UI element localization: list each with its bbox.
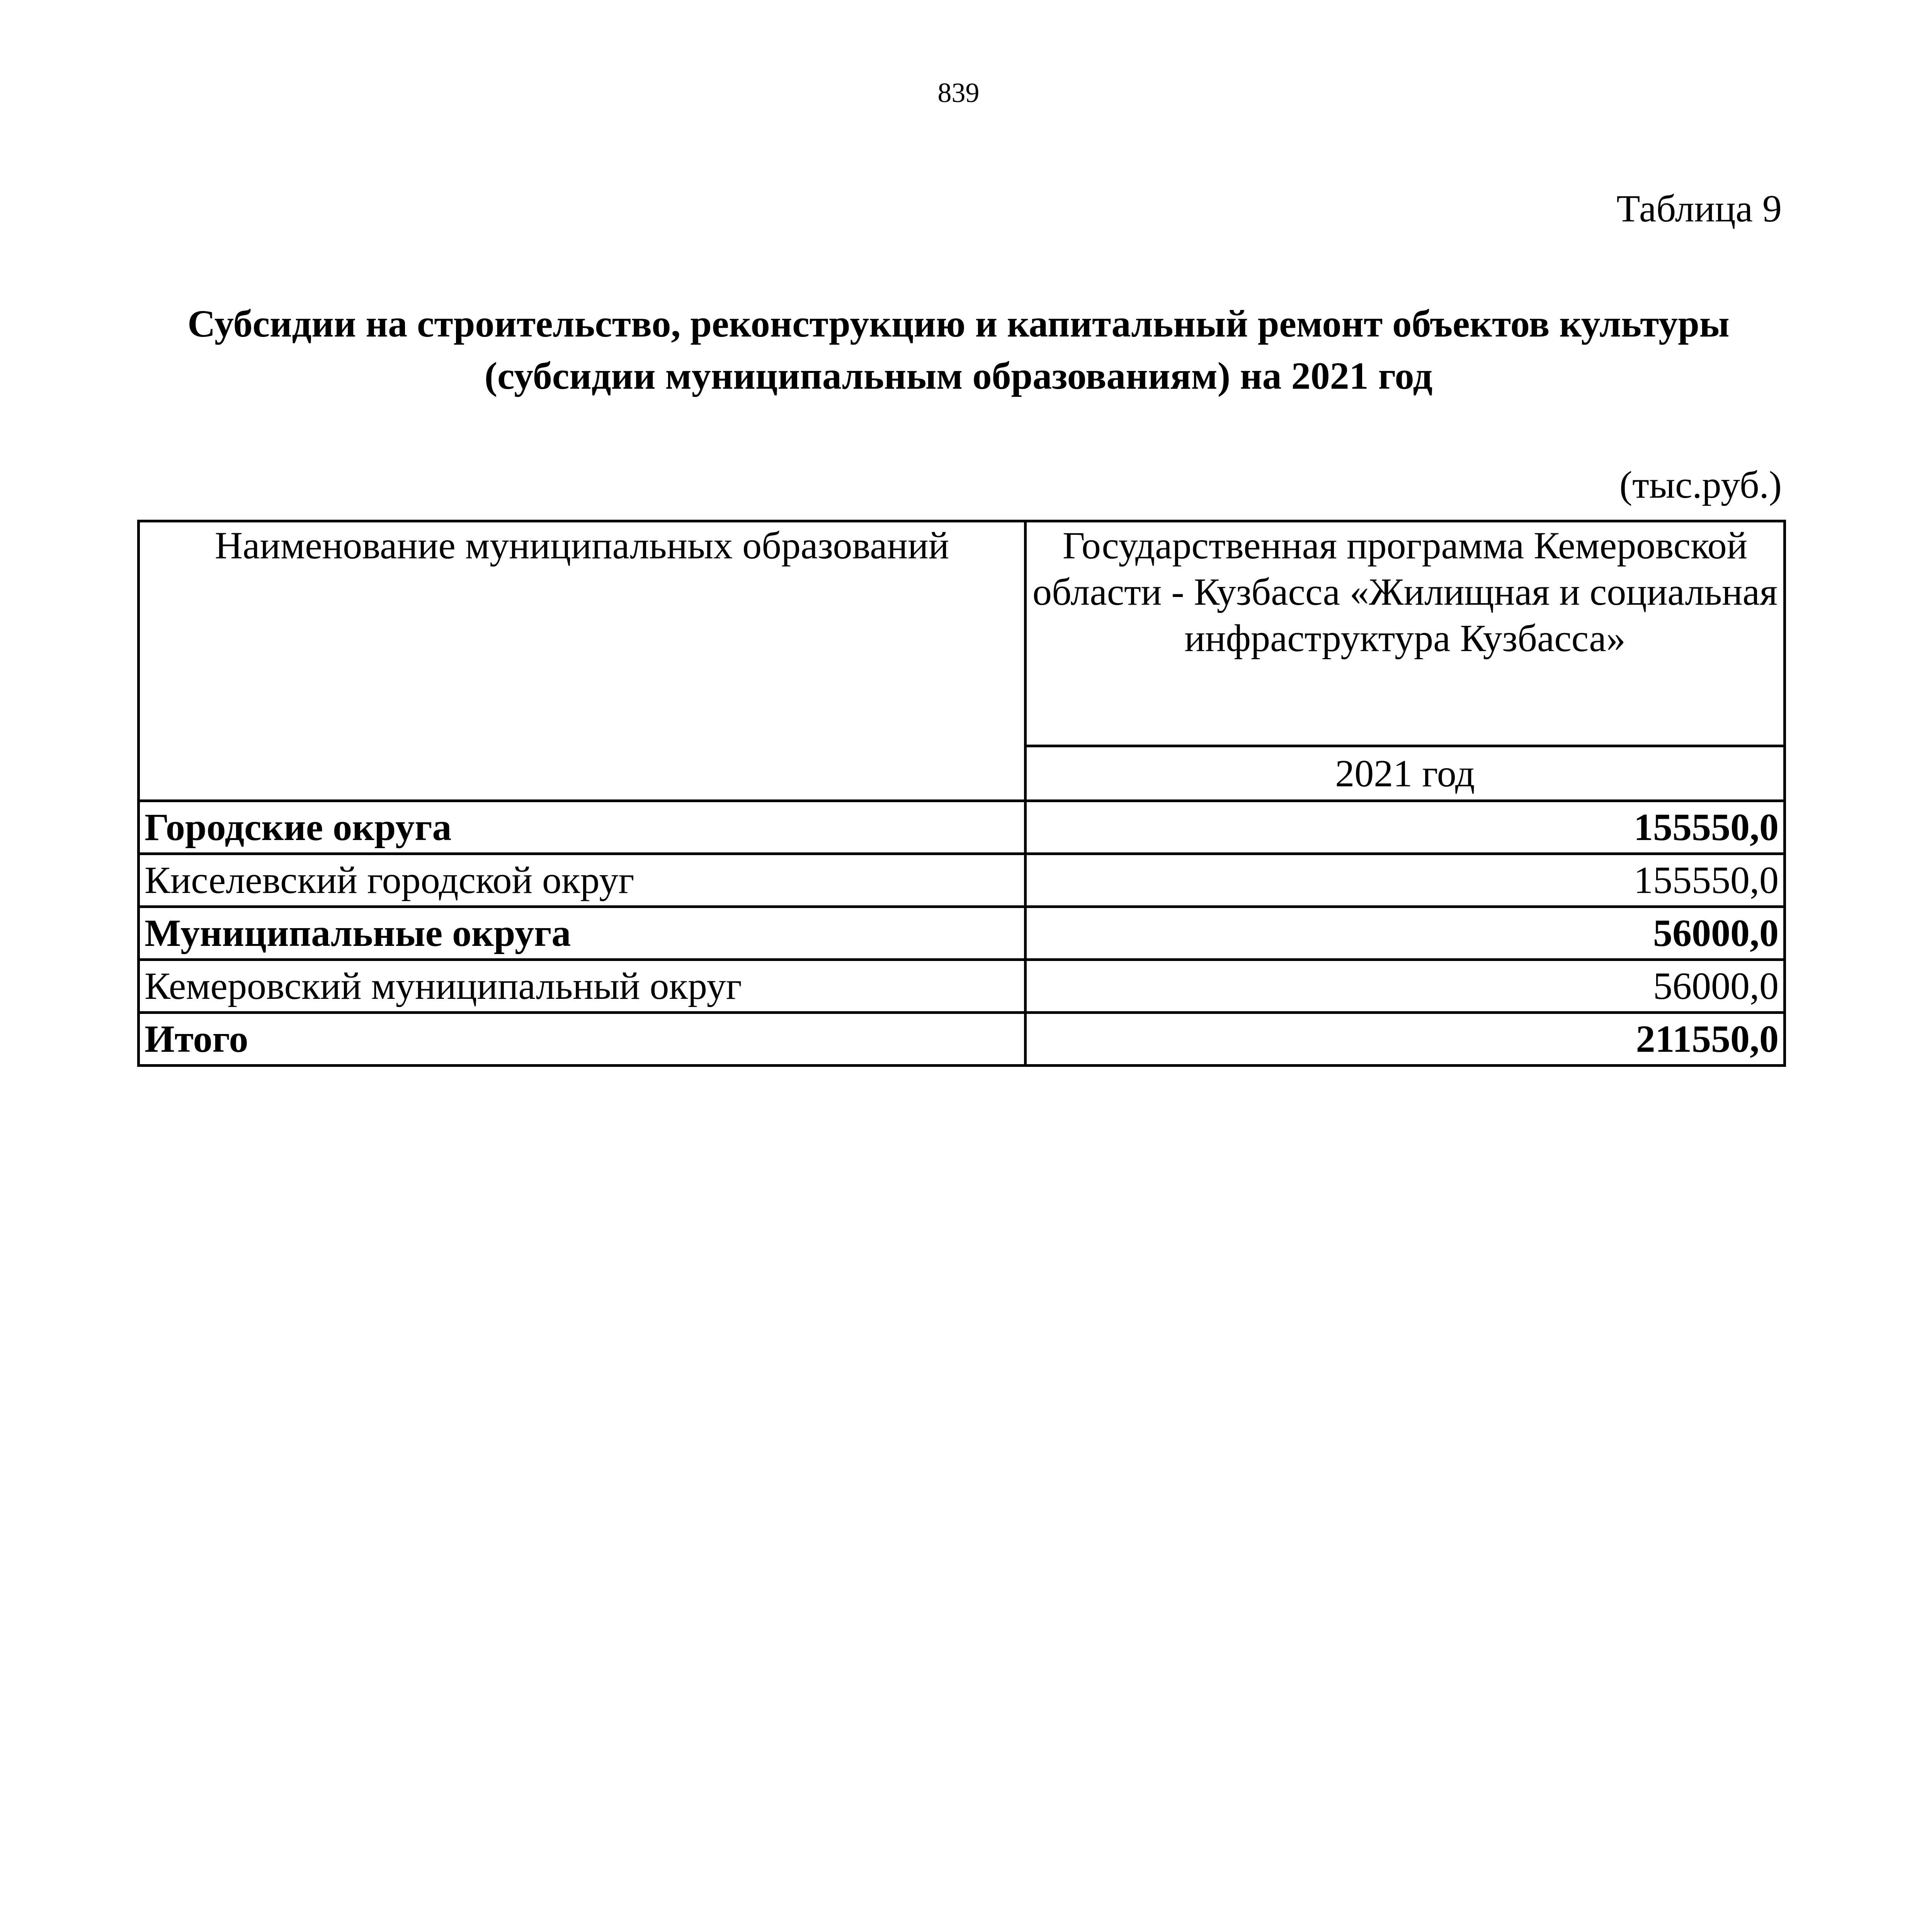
row-name: Кемеровский муниципальный округ xyxy=(139,960,1026,1013)
row-value: 155550,0 xyxy=(1026,801,1785,854)
header-state-program: Государственная программа Кемеровской области - Кузбасса «Жилищная и социальная инфраструктура Кузбасса» xyxy=(1026,521,1785,746)
row-value: 155550,0 xyxy=(1026,854,1785,907)
row-value: 56000,0 xyxy=(1026,960,1785,1013)
document-title: Субсидии на строительство, реконструкцию и капитальный ремонт объектов культуры (субсидии муниципальным образованиям) на 2021 год xyxy=(187,302,1730,397)
row-name: Городские округа xyxy=(139,801,1026,854)
row-name: Муниципальные округа xyxy=(139,907,1026,960)
table-row xyxy=(139,960,1785,1013)
table-header xyxy=(139,521,1785,801)
units-label: (тыс.руб.) xyxy=(1619,463,1782,506)
row-name: Киселевский городской округ xyxy=(139,854,1026,907)
page-number: 839 xyxy=(937,77,980,108)
table-label: Таблица 9 xyxy=(1616,187,1782,230)
subsidies-table xyxy=(137,520,1786,1067)
table-row xyxy=(139,1013,1785,1066)
table-row xyxy=(139,854,1785,907)
table-body xyxy=(139,801,1785,1066)
table-row xyxy=(139,801,1785,854)
header-year: 2021 год xyxy=(1026,746,1785,801)
header-row xyxy=(139,521,1785,746)
row-name: Итого xyxy=(139,1013,1026,1066)
header-municipality-name: Наименование муниципальных образований xyxy=(139,521,1026,801)
table-row xyxy=(139,907,1785,960)
row-value: 56000,0 xyxy=(1026,907,1785,960)
row-value: 211550,0 xyxy=(1026,1013,1785,1066)
